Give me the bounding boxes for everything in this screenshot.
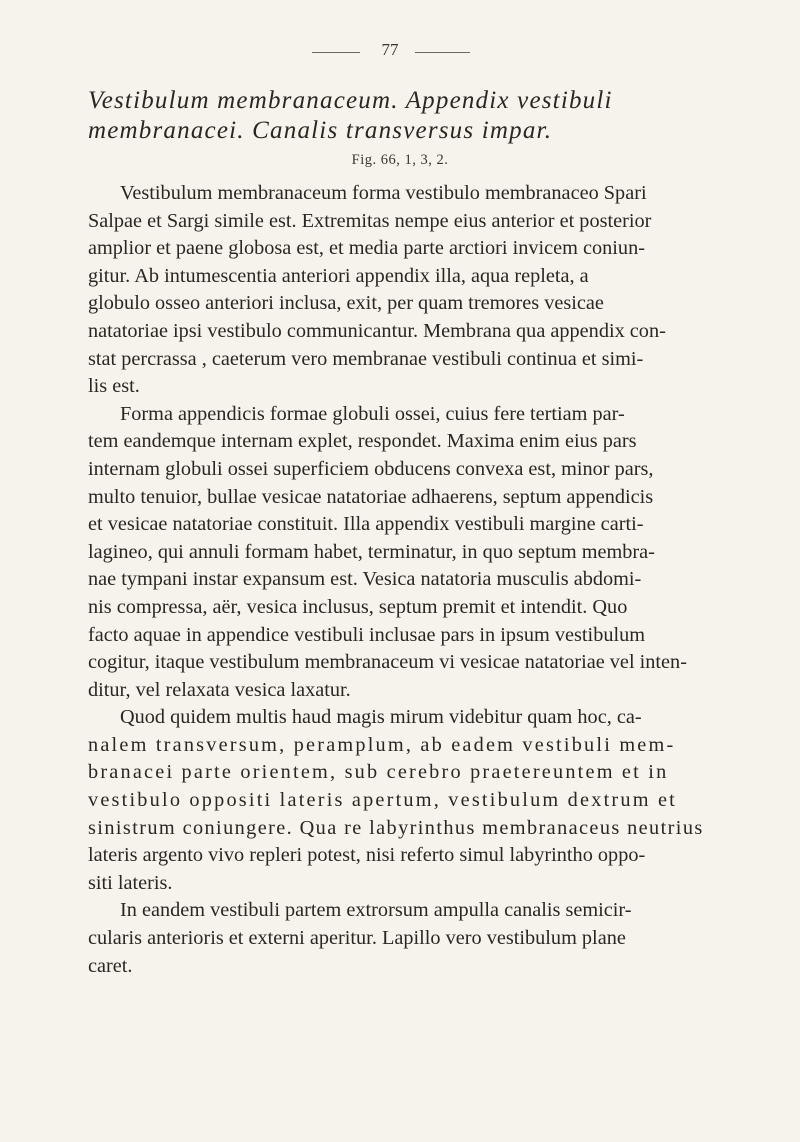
text-line: cularis anterioris et externi aperitur. Lapillo vero vestibulum plane bbox=[88, 927, 626, 950]
text-line: Vestibulum membranaceum forma vestibulo membranaceo Spari bbox=[120, 182, 647, 204]
text-line: natatoriae ipsi vestibulo communicantur. Membrana qua appendix con- bbox=[88, 319, 666, 342]
figure-reference: Fig. 66, 1, 3, 2. bbox=[351, 152, 449, 168]
text-line: tem eandemque internam explet, respondet. Maxima enim eius pars bbox=[88, 430, 637, 453]
text-line: gitur. Ab intumescentia anteriori appendix illa, aqua repleta, a bbox=[88, 264, 589, 287]
text-line: Salpae et Sargi simile est. Extremitas nempe eius anterior et posterior bbox=[88, 209, 652, 232]
text-line: nae tympani instar expansum est. Vesica natatoria musculis abdomi- bbox=[88, 568, 642, 591]
text-line: cogitur, itaque vestibulum membranaceum vi vesicae natatoriae vel inten- bbox=[88, 651, 687, 674]
text-line: Quod quidem multis haud magis mirum videbitur quam hoc, ca- bbox=[120, 706, 642, 729]
text-line: lateris argento vivo repleri potest, nisi referto simul labyrintho oppo- bbox=[88, 844, 646, 867]
text-line: siti lateris. bbox=[88, 871, 173, 894]
text-line: ditur, vel relaxata vesica laxatur. bbox=[88, 678, 351, 701]
page-number: 77 bbox=[381, 40, 399, 59]
text-line: et vesicae natatoriae constituit. Illa appendix vestibuli margine carti- bbox=[88, 513, 644, 536]
page-header bbox=[0, 40, 800, 64]
text-line: nalem transversum, peramplum, ab eadem vestibuli mem- bbox=[88, 733, 676, 756]
section-heading bbox=[88, 86, 748, 146]
text-line: internam globuli ossei superficiem obducens convexa est, minor pars, bbox=[88, 457, 654, 480]
text-line: branacei parte orientem, sub cerebro praetereuntem et in bbox=[88, 761, 669, 784]
text-line: multo tenuior, bullae vesicae natatoriae adhaerens, septum appendicis bbox=[88, 485, 654, 508]
section-heading-line-1: Vestibulum membranaceum. Appendix vestibuli bbox=[88, 87, 613, 114]
text-line: vestibulo oppositi lateris apertum, vestibulum dextrum et bbox=[88, 789, 677, 812]
text-line: lagineo, qui annuli formam habet, terminatur, in quo septum membra- bbox=[88, 540, 655, 563]
text-line: stat percrassa , caeterum vero membranae vestibuli continua et simi- bbox=[88, 347, 644, 370]
text-line: lis est. bbox=[88, 375, 140, 398]
text-line: caret. bbox=[88, 954, 133, 977]
section-heading-line-2: membranacei. Canalis transversus impar. bbox=[88, 117, 553, 144]
text-line: nis compressa, aër, vesica inclusus, septum premit et intendit. Quo bbox=[88, 595, 628, 618]
text-line: amplior et paene globosa est, et media parte arctiori invicem coniun- bbox=[88, 237, 645, 260]
text-line: facto aquae in appendice vestibuli inclusae pars in ipsum vestibulum bbox=[88, 623, 646, 646]
text-line: sinistrum coniungere. Qua re labyrinthus membranaceus neutrius bbox=[88, 816, 704, 839]
body-text bbox=[88, 180, 756, 980]
header-rule-left bbox=[312, 52, 360, 53]
text-line: Forma appendicis formae globuli ossei, cuius fere tertiam par- bbox=[120, 402, 625, 425]
text-line: globulo osseo anteriori inclusa, exit, per quam tremores vesicae bbox=[88, 292, 604, 315]
text-line: In eandem vestibuli partem extrorsum ampulla canalis semicir- bbox=[120, 899, 632, 922]
header-rule-right bbox=[415, 52, 470, 53]
